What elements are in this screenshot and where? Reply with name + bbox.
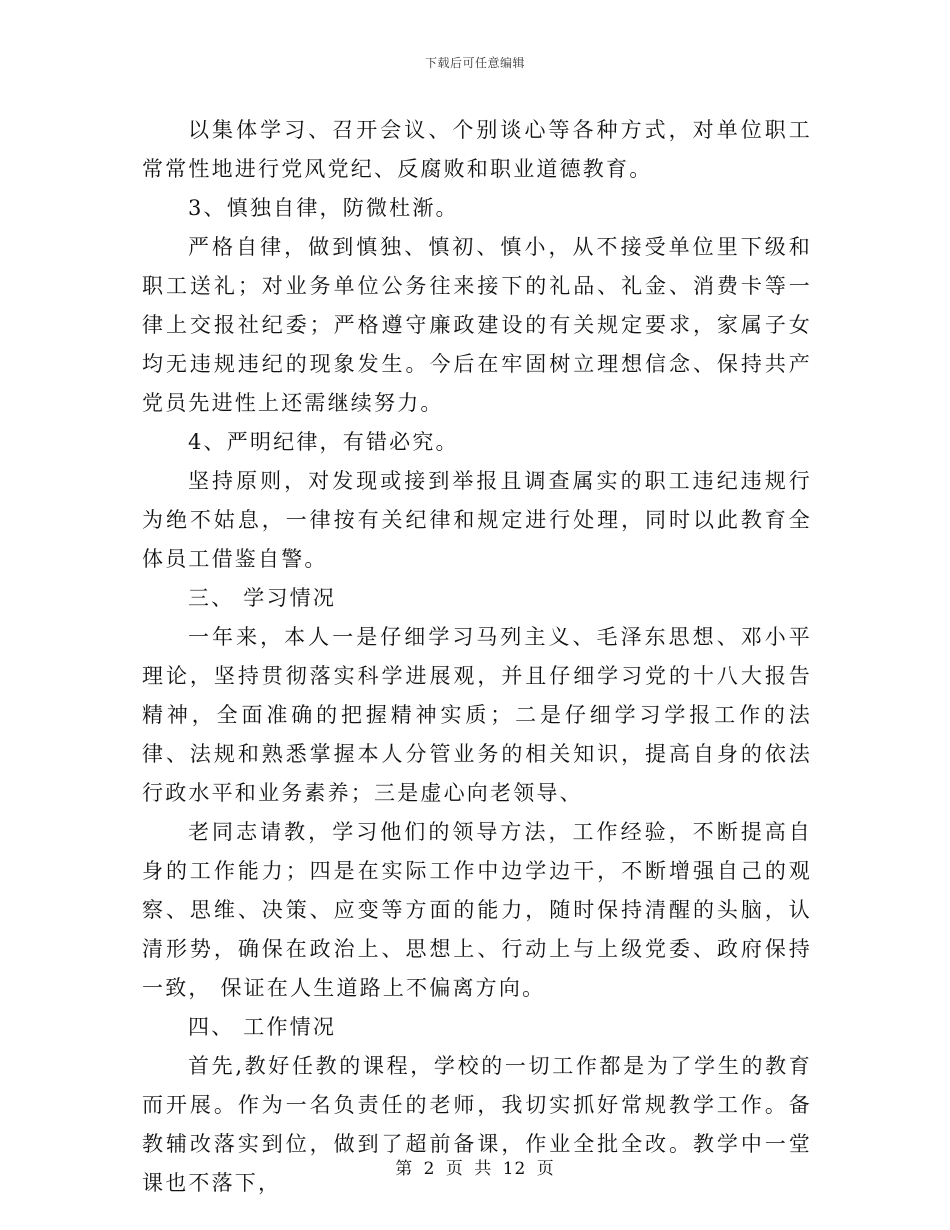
paragraph-4: 4、严明纪律，有错必究。: [188, 430, 459, 454]
section-heading-4: 四、 工作情况: [188, 1015, 337, 1039]
page-header: 下载后可任意编辑: [424, 56, 525, 70]
section-heading-3: 三、 学习情况: [188, 586, 337, 610]
paragraph-2: 3、慎独自律，防微杜渐。: [188, 196, 459, 220]
page-footer: 第 2 页 共 12 页: [395, 1159, 555, 1179]
paragraph-8: 老同志请教，学习他们的领导方法，工作经验，不断提高自身的工作能力；四是在实际工作中边学边干，不断增强自己的观察、思维、决策、应变等方面的能力，随时保持清醒的头脑，认清形势，确保在政治上、思想上、行动上与上级党委、政府保持一致， 保证在人生道路上不偏离方向。: [142, 820, 812, 1000]
paragraph-5: 坚持原则，对发现或接到举报且调查属实的职工违纪违规行为绝不姑息，一律按有关纪律和规定进行处理，同时以此教育全体员工借鉴自警。: [142, 469, 812, 571]
document-body: [142, 111, 812, 1203]
paragraph-7: 一年来，本人一是仔细学习马列主义、毛泽东思想、邓小平理论，坚持贯彻落实科学进展观，并且仔细学习党的十八大报告精神，全面准确的把握精神实质；二是仔细学习学报工作的法律、法规和熟悉掌握本人分管业务的相关知识，提高自身的依法行政水平和业务素养；三是虚心向老领导、: [142, 625, 812, 805]
paragraph-3: 严格自律，做到慎独、慎初、慎小，从不接受单位里下级和职工送礼；对业务单位公务往来接下的礼品、礼金、消费卡等一律上交报社纪委；严格遵守廉政建设的有关规定要求，家属子女均无违规违纪的现象发生。今后在牢固树立理想信念、保持共产党员先进性上还需继续努力。: [142, 235, 812, 415]
paragraph-1: 以集体学习、召开会议、个别谈心等各种方式，对单位职工常常性地进行党风党纪、反腐败和职业道德教育。: [142, 118, 812, 181]
paragraph-10: 首先,教好任教的课程，学校的一切工作都是为了学生的教育而开展。作为一名负责任的老师，我切实抓好常规教学工作。备教辅改落实到位，做到了超前备课，作业全批全改。教学中一堂课也不落下，: [142, 1054, 812, 1195]
